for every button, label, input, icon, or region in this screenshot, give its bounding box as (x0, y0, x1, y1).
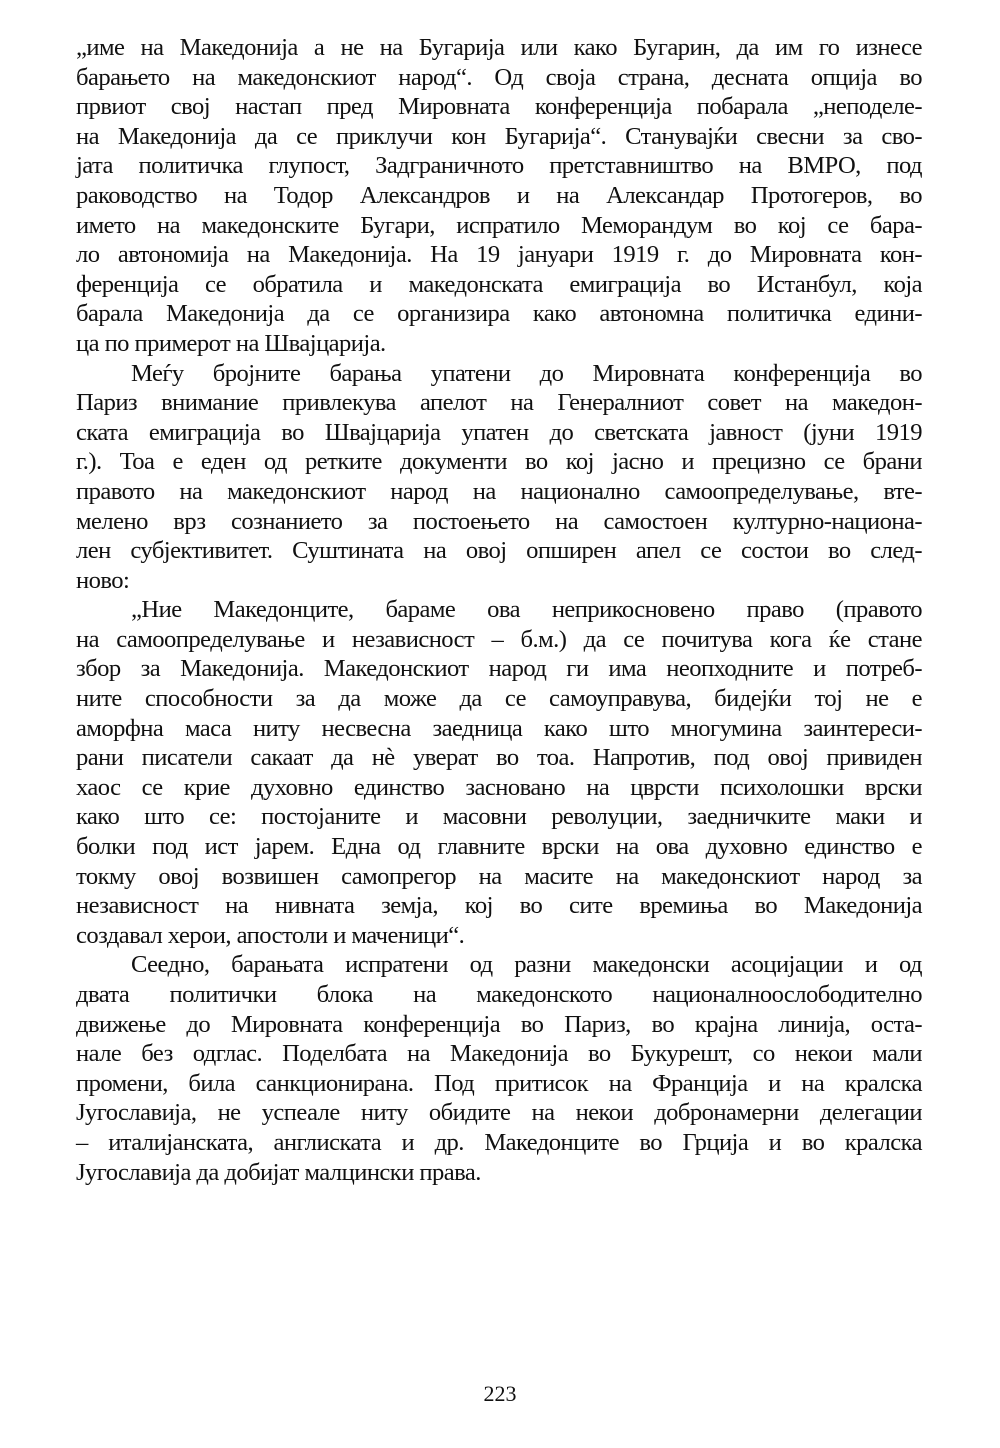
text-line: Југославија, не успеале ниту обидите на некои добронамерни делегации (76, 1099, 922, 1127)
text-line: рани писатели сакаат да нè уверат во тоа. Напротив, под овој привиден (76, 744, 922, 772)
text-line: раководство на Тодор Александров и на Александар Протогеров, во (76, 181, 922, 209)
text-line: ца по примерот на Швајцарија. (76, 329, 386, 357)
text-line: независност на нивната земја, кој во сите времиња во Македонија (76, 892, 922, 920)
paragraph (76, 595, 922, 950)
text-line: Меѓу бројните барања упатени до Мировната конференција во (131, 359, 922, 387)
text-line: барањето на македонскиот народ“. Од своја страна, десната опција во (76, 63, 922, 91)
text-line: како што се: постојаните и масовни револуции, заедничките маки и (76, 803, 922, 831)
text-line: ните способности за да може да се самоуправува, бидејќи тој не е (76, 685, 922, 713)
text-line: Париз внимание привлекува апелот на Генералниот совет на македон- (76, 389, 922, 417)
text-line: создавал херои, апостоли и маченици“. (76, 921, 465, 949)
text-line: хаос се крие духовно единство засновано на цврсти психолошки врски (76, 773, 922, 801)
text-line: лен субјективитет. Суштината на овој опширен апел се состои во след- (76, 537, 922, 565)
text-line: мелено врз сознанието за постоењето на самостоен културно-национа- (76, 507, 922, 535)
text-line: на Македонија да се приклучи кон Бугарија“. Станувајќи свесни за сво- (76, 122, 922, 150)
text-line: токму овој возвишен самопрегор на масите на македонскиот народ за (76, 862, 922, 890)
text-line: „Ние Македонците, бараме ова неприкосновено право (правото (131, 596, 922, 624)
text-line: Југославија да добијат малцински права. (76, 1158, 481, 1186)
text-line: збор за Македонија. Македонскиот народ ги има неопходните и потреб- (76, 655, 922, 683)
text-line: г.). Тоа е еден од ретките документи во кој јасно и прецизно се брани (76, 448, 922, 476)
page-number: 223 (483, 1381, 517, 1406)
paragraph (76, 33, 922, 359)
text-line: јата политичка глупост, Задграничното претставништво на ВМРО, под (76, 152, 922, 180)
text-line: Сеедно, барањата испратени од разни македонски асоцијации и од (131, 951, 922, 979)
text-line: ската емиграција во Швајцарија упатен до светската јавност (јуни 1919 (76, 418, 922, 446)
paragraph (76, 359, 922, 596)
text-line: ново: (76, 566, 130, 594)
text-line: двата политички блока на македонското националноослободително (76, 981, 922, 1008)
text-line: промени, била санкционирана. Под притисок на Франција и на кралска (76, 1069, 922, 1097)
text-line: „име на Македонија а не на Бугарија или како Бугарин, да им го изнесе (76, 34, 922, 61)
text-line: болки под ист јарем. Една од главните врски на ова духовно единство е (76, 833, 922, 861)
text-line: – италијанската, англиската и др. Македонците во Грција и во кралска (76, 1128, 922, 1156)
text-line: правото на македонскиот народ на национално самоопределување, вте- (76, 477, 922, 505)
text-line: на самоопределување и независност – б.м.) да се почитува кога ќе стане (76, 625, 922, 653)
text-line: ференција се обратила и македонската емиграција во Истанбул, која (76, 270, 922, 298)
body-text (76, 33, 922, 1187)
text-line: ло автономија на Македонија. На 19 јануари 1919 г. до Мировната кон- (76, 241, 922, 269)
text-line: барала Македонија да се организира како автономна политичка едини- (76, 300, 922, 328)
text-line: движење до Мировната конференција во Париз, во крајна линија, оста- (76, 1010, 922, 1038)
text-line: нале без одглас. Поделбата на Македонија во Букурешт, со некои мали (76, 1040, 922, 1068)
text-line: аморфна маса ниту несвесна заедница како што многумина заинтереси- (76, 714, 922, 742)
paragraph (76, 950, 922, 1187)
text-line: името на македонските Бугари, испратило Меморандум во кој се бара- (76, 211, 922, 239)
text-line: првиот свој настап пред Мировната конференција побарала „неподеле- (76, 93, 922, 121)
